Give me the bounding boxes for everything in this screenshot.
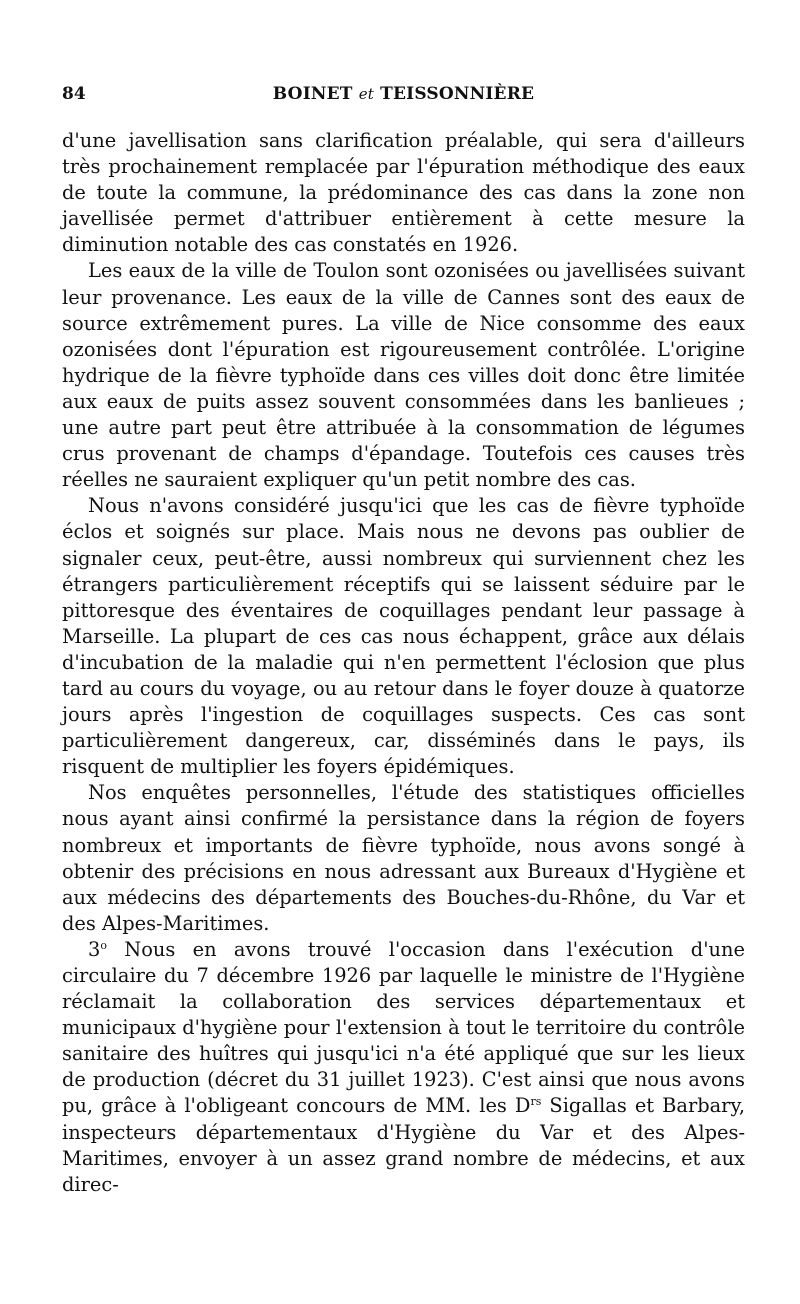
page-header [62, 84, 745, 114]
author-1: BOINET [272, 84, 353, 104]
paragraph-5-number: 3 [88, 937, 101, 961]
page-number: 84 [62, 84, 86, 104]
paragraph-5 [62, 937, 745, 1198]
paragraph-5-text: Nous en avons trouvé l'occasion dans l'exécution d'une circulaire du 7 décembre 1926 par laquelle le ministre de l'Hygiène réclamait la collaboration des services départementaux et municipaux d'hygiène pour l'extension à tout le territoire du contrôle sanitaire des huîtres qui jusqu'ici n'a été appliqué que sur les lieux de production (décret du 31 juillet 1923). C'est ainsi que nous avons pu, grâce à l'obligeant concours de MM. les D [62, 937, 745, 1118]
ordinal-superscript: o [100, 938, 107, 952]
author-conjunction: et [358, 85, 375, 103]
paragraph-4: Nos enquêtes personnelles, l'étude des statistiques officielles nous ayant ainsi confirmé la persistance dans la région de foyers nombreux et importants de fièvre typhoïde, nous avons songé à obtenir des précisions en nous adressant aux Bureaux d'Hygiène et aux médecins des départements des Bouches-du-Rhône, du Var et des Alpes-Maritimes. [62, 781, 745, 935]
paragraph-2: Les eaux de la ville de Toulon sont ozonisées ou javellisées suivant leur provenance. Les eaux de la ville de Cannes sont des eaux de source extrêmement pures. La ville de Nice consomme des eaux ozonisées dont l'épuration est rigoureusement contrôlée. L'origine hydrique de la fièvre typhoïde dans ces villes doit donc être limitée aux eaux de puits assez souvent consommées dans les banlieues ; une autre part peut être attribuée à la consommation de légumes crus provenant de champs d'épandage. Toutefois ces causes très réelles ne sauraient expliquer qu'un petit nombre des cas. [62, 259, 745, 492]
paragraph-1: d'une javellisation sans clarification préalable, qui sera d'ailleurs très prochainement remplacée par l'épuration méthodique des eaux de toute la commune, la prédominance des cas dans la zone non javellisée permet d'attribuer entièrement à cette mesure la diminution notable des cas constatés en 1926. [62, 129, 745, 257]
paragraph-3: Nous n'avons considéré jusqu'ici que les cas de fièvre typhoïde éclos et soignés sur place. Mais nous ne devons pas oublier de signaler ceux, peut-être, aussi nombreux qui surviennent chez les étrangers particulièrement réceptifs qui se laissent séduire par le pittoresque des éventaires de coquillages pendant leur passage à Marseille. La plupart de ces cas nous échappent, grâce aux délais d'incubation de la maladie qui n'en permettent l'éclosion que plus tard au cours du voyage, ou au retour dans le foyer douze à quatorze jours après l'ingestion de coquillages suspects. Ces cas sont particulièrement dangereux, car, disséminés dans le pays, ils risquent de multiplier les foyers épidémiques. [62, 494, 745, 779]
book-page [62, 84, 745, 1198]
paragraph-5-continuation: Sigallas et Barbary, inspecteurs départementaux d'Hygiène du Var et des Alpes-Maritimes, envoyer à un assez grand nombre de médecins, et aux direc- [62, 1094, 745, 1196]
author-2: TEISSONNIÈRE [380, 84, 535, 104]
body-text [62, 128, 745, 1198]
running-head [62, 84, 745, 104]
doctors-superscript: rs [530, 1095, 542, 1109]
